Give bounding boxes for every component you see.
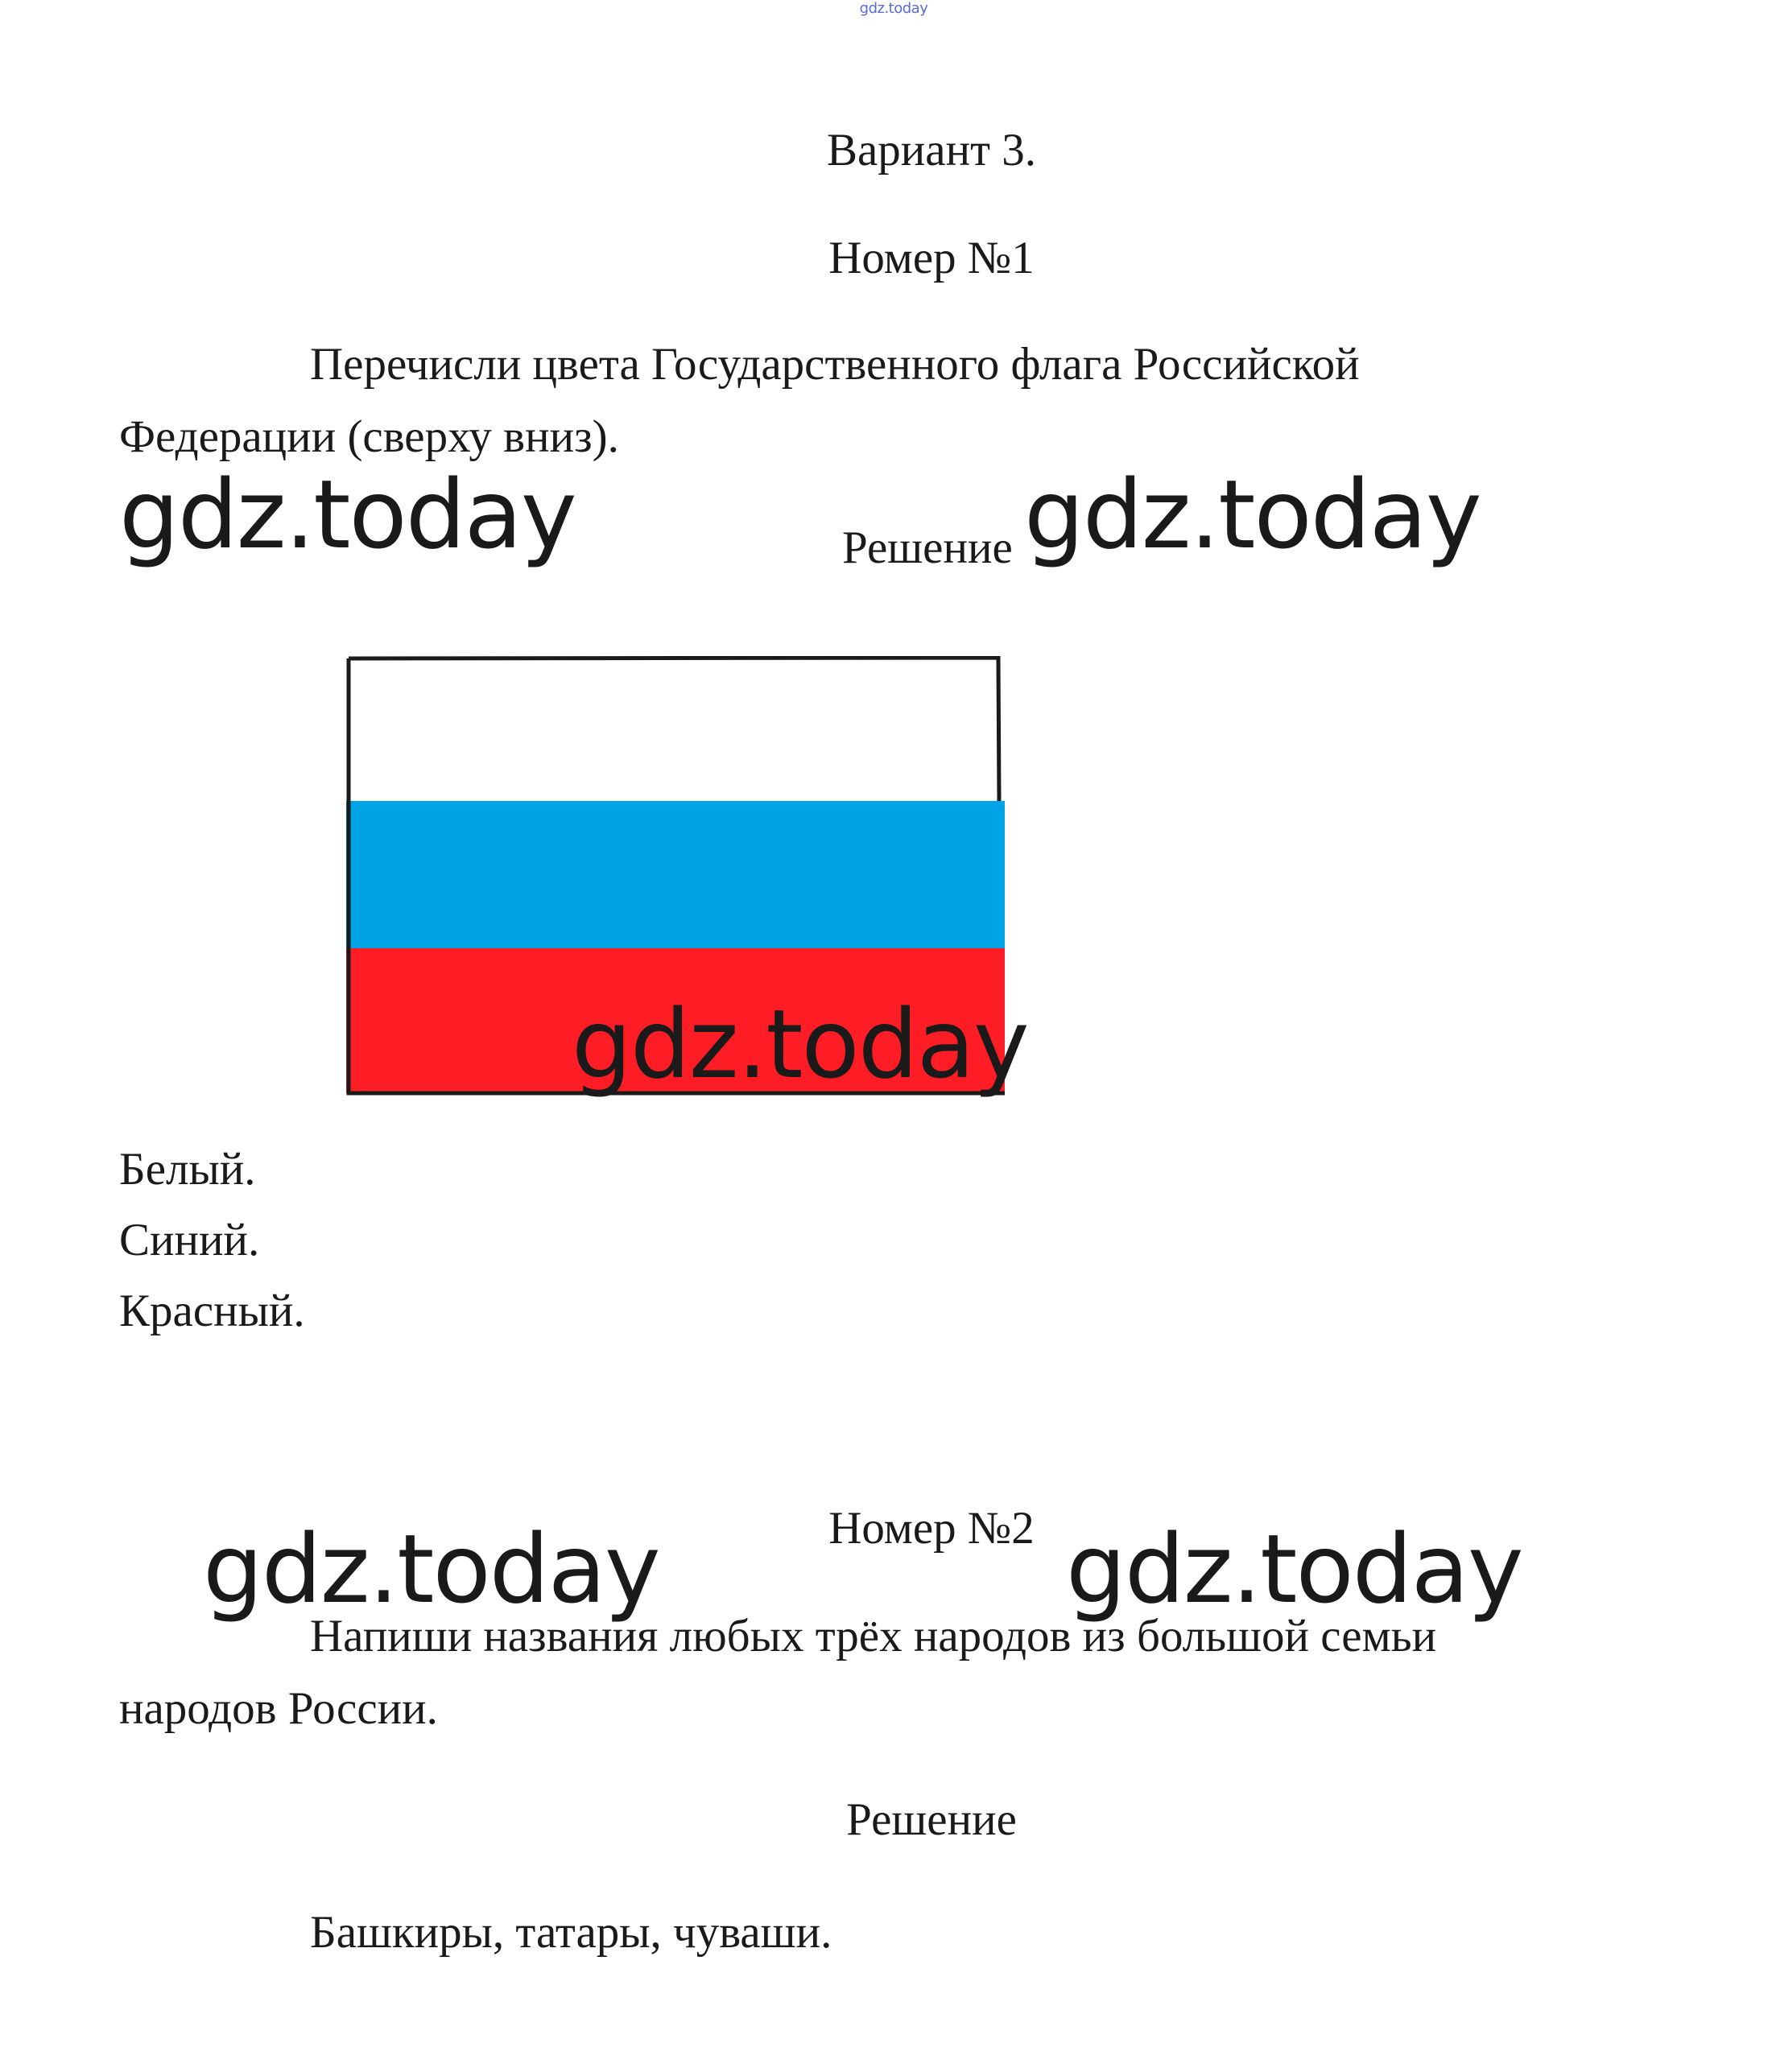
task2-number: Номер №2: [828, 1503, 1035, 1554]
task1-solution-label: Решение: [842, 522, 1013, 573]
task2-question-line1: Напиши названия любых трёх народов из большой семьи: [310, 1611, 1437, 1661]
flag-stripe-blue: [346, 801, 1005, 948]
watermark-right-1: gdz.today: [1024, 459, 1481, 570]
task2-answer: Башкиры, татары, чуваши.: [310, 1907, 832, 1958]
task1-question-line2: Федерации (сверху вниз).: [119, 411, 619, 462]
watermark-left-1: gdz.today: [119, 459, 576, 570]
task1-answer-1: Белый.: [119, 1144, 256, 1195]
watermark-right-2: gdz.today: [1066, 1513, 1522, 1624]
header-watermark: gdz.today: [859, 0, 928, 17]
task1-answer-2: Синий.: [119, 1215, 260, 1265]
task1-answer-3: Красный.: [119, 1286, 305, 1336]
variant-title: Вариант 3.: [826, 125, 1037, 175]
task1-question-line1: Перечисли цвета Государственного флага Российской: [310, 339, 1360, 390]
flag-stripe-white: [346, 656, 1005, 801]
watermark-flag: gdz.today: [572, 989, 1028, 1100]
task2-question-line2: народов России.: [119, 1683, 438, 1734]
watermark-left-2: gdz.today: [203, 1513, 659, 1624]
task2-solution-label: Решение: [846, 1794, 1017, 1845]
task1-number: Номер №1: [828, 233, 1035, 283]
